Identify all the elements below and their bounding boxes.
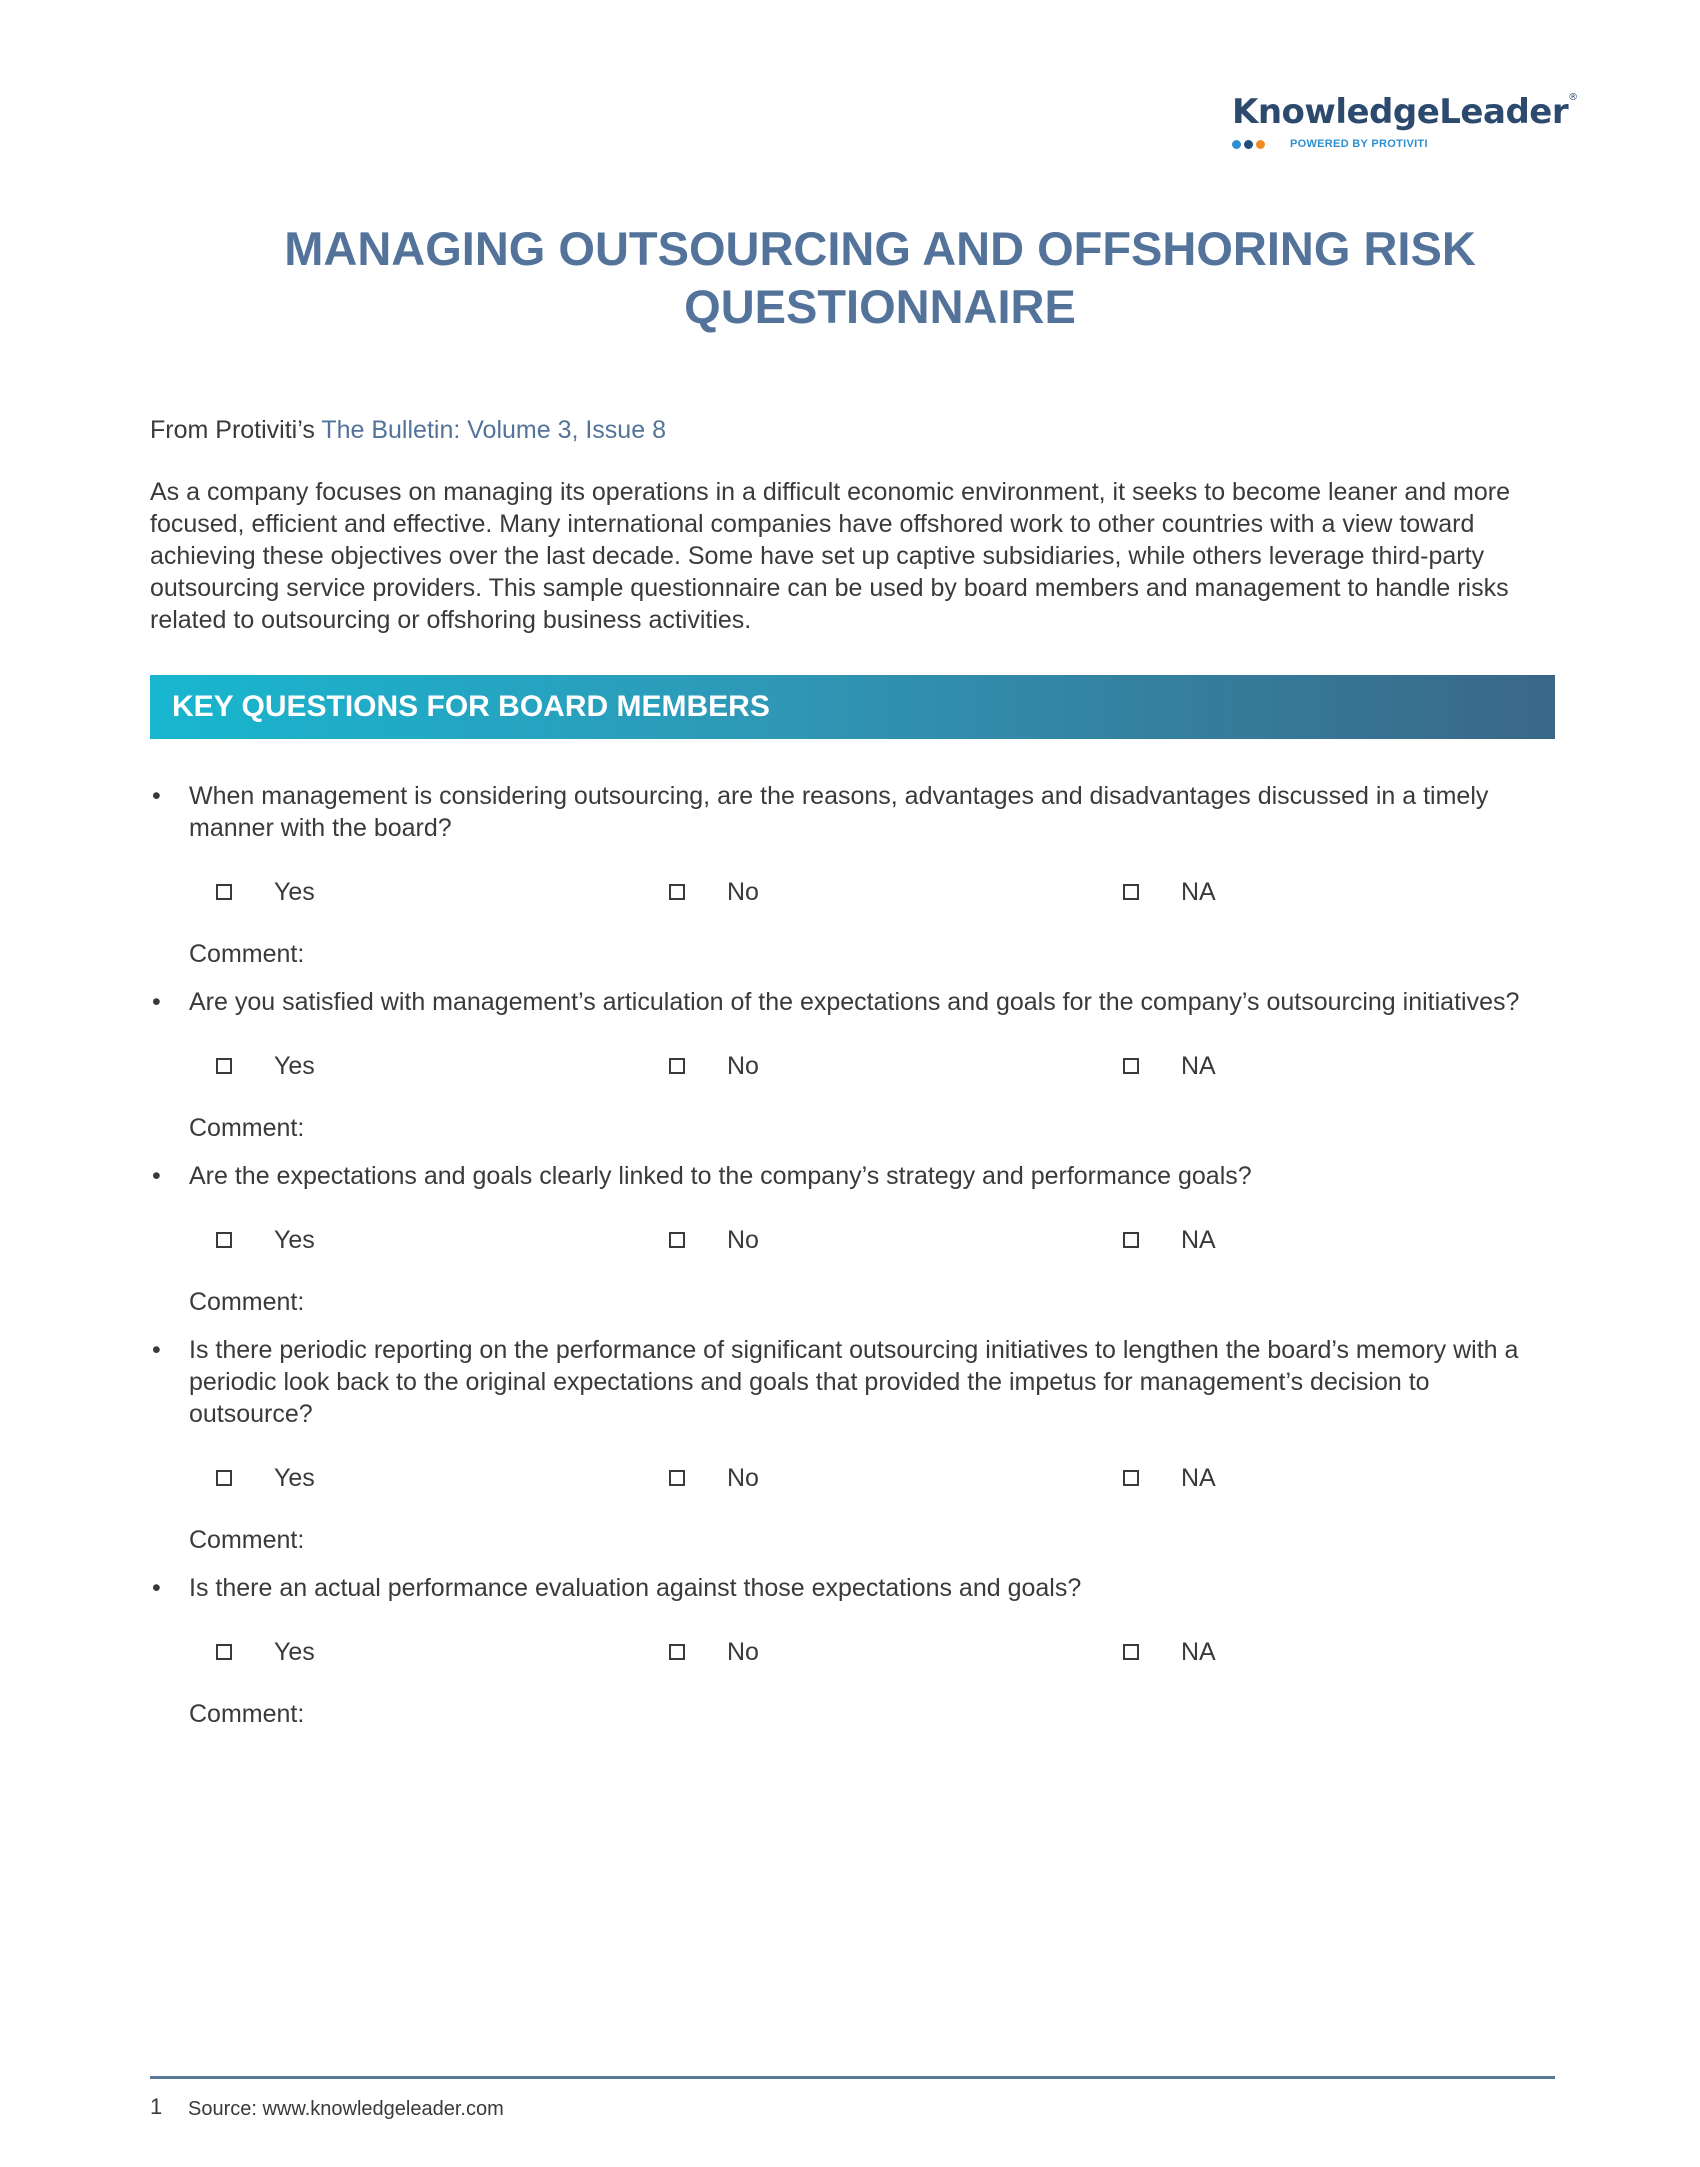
footer-source: Source: www.knowledgeleader.com <box>188 2098 504 2120</box>
option-label: No <box>727 1225 759 1254</box>
answer-option-no[interactable] <box>669 1636 759 1668</box>
answer-option-yes[interactable] <box>216 1050 315 1082</box>
logo-subline <box>1232 138 1562 150</box>
logo-wordmark: KnowledgeLeader® <box>1232 92 1578 132</box>
answer-option-yes[interactable] <box>216 1224 315 1256</box>
logo-dot-icon <box>1232 140 1241 149</box>
answer-options <box>189 1050 1555 1082</box>
section-heading: KEY QUESTIONS FOR BOARD MEMBERS <box>172 690 770 723</box>
answer-options <box>189 1224 1555 1256</box>
comment-label: Comment: <box>189 1114 305 1142</box>
question-list <box>150 780 1555 1730</box>
option-label: NA <box>1181 877 1216 906</box>
checkbox-icon[interactable] <box>216 1644 232 1660</box>
checkbox-icon[interactable] <box>216 1232 232 1248</box>
checkbox-icon[interactable] <box>669 1470 685 1486</box>
checkbox-icon[interactable] <box>1123 1058 1139 1074</box>
checkbox-icon[interactable] <box>669 1644 685 1660</box>
checkbox-icon[interactable] <box>669 1058 685 1074</box>
question-text: Are the expectations and goals clearly linked to the company’s strategy and performance goals? <box>189 1162 1252 1190</box>
page-number: 1 <box>150 2094 163 2119</box>
bullet-icon: • <box>152 782 161 810</box>
answer-option-yes[interactable] <box>216 1462 315 1494</box>
checkbox-icon[interactable] <box>669 1232 685 1248</box>
answer-option-na[interactable] <box>1123 1636 1216 1668</box>
answer-option-yes[interactable] <box>216 876 315 908</box>
answer-option-na[interactable] <box>1123 1050 1216 1082</box>
question-item <box>150 1160 1555 1318</box>
answer-option-na[interactable] <box>1123 1224 1216 1256</box>
option-label: No <box>727 877 759 906</box>
question-text: Is there periodic reporting on the performance of significant outsourcing initiatives to lengthen the board’s memory with a periodic look back to the original expectations and goals that provided the impetus for management’s decision to outsource? <box>189 1336 1519 1428</box>
answer-options <box>189 876 1555 908</box>
checkbox-icon[interactable] <box>216 1470 232 1486</box>
checkbox-icon[interactable] <box>1123 1232 1139 1248</box>
checkbox-icon[interactable] <box>216 1058 232 1074</box>
bullet-icon: • <box>152 988 161 1016</box>
source-prefix: From Protiviti’s <box>150 416 322 444</box>
bullet-icon: • <box>152 1574 161 1602</box>
intro-paragraph: As a company focuses on managing its operations in a difficult economic environment, it seeks to become leaner and more focused, efficient and effective. Many international companies have offshored work to other countries with a view toward achieving these objectives over the last decade. Some have set up captive subsidiaries, while others leverage third-party outsourcing service providers. This sample questionnaire can be used by board members and management to handle risks related to outsourcing or offshoring business activities. <box>150 478 1510 634</box>
option-label: NA <box>1181 1637 1216 1666</box>
logo-tagline: POWERED BY PROTIVITI <box>1290 138 1428 150</box>
checkbox-icon[interactable] <box>1123 1644 1139 1660</box>
option-label: No <box>727 1463 759 1492</box>
question-text: When management is considering outsourcing, are the reasons, advantages and disadvantages discussed in a timely manner with the board? <box>189 782 1489 842</box>
comment-label: Comment: <box>189 940 305 968</box>
comment-label: Comment: <box>189 1700 305 1728</box>
question-text: Are you satisfied with management’s articulation of the expectations and goals for the company’s outsourcing initiatives? <box>189 988 1520 1016</box>
bulletin-link[interactable]: The Bulletin: Volume 3, Issue 8 <box>321 416 666 444</box>
logo-dot-icon <box>1256 140 1265 149</box>
question-item <box>150 1334 1555 1556</box>
logo-trademark: ® <box>1568 92 1578 103</box>
checkbox-icon[interactable] <box>669 884 685 900</box>
comment-label: Comment: <box>189 1526 305 1554</box>
question-item <box>150 780 1555 970</box>
checkbox-icon[interactable] <box>216 884 232 900</box>
comment-label: Comment: <box>189 1288 305 1316</box>
answer-option-yes[interactable] <box>216 1636 315 1668</box>
source-line <box>150 416 666 445</box>
option-label: No <box>727 1051 759 1080</box>
checkbox-icon[interactable] <box>1123 884 1139 900</box>
answer-options <box>189 1636 1555 1668</box>
question-item <box>150 1572 1555 1730</box>
option-label: Yes <box>274 1463 315 1492</box>
option-label: NA <box>1181 1051 1216 1080</box>
option-label: NA <box>1181 1463 1216 1492</box>
bullet-icon: • <box>152 1162 161 1190</box>
checkbox-icon[interactable] <box>1123 1470 1139 1486</box>
answer-option-na[interactable] <box>1123 876 1216 908</box>
section-banner <box>150 675 1555 739</box>
answer-options <box>189 1462 1555 1494</box>
option-label: Yes <box>274 1225 315 1254</box>
knowledgeleader-logo <box>1232 92 1578 150</box>
option-label: Yes <box>274 1637 315 1666</box>
question-text: Is there an actual performance evaluation against those expectations and goals? <box>189 1574 1082 1602</box>
logo-dot-icon <box>1244 140 1253 149</box>
option-label: No <box>727 1637 759 1666</box>
option-label: NA <box>1181 1225 1216 1254</box>
answer-option-no[interactable] <box>669 1462 759 1494</box>
answer-option-no[interactable] <box>669 1224 759 1256</box>
question-item <box>150 986 1555 1144</box>
answer-option-no[interactable] <box>669 1050 759 1082</box>
option-label: Yes <box>274 877 315 906</box>
footer-divider <box>150 2076 1555 2079</box>
bullet-icon: • <box>152 1336 161 1364</box>
page-title: MANAGING OUTSOURCING AND OFFSHORING RISK QUESTIONNAIRE <box>284 222 1476 333</box>
option-label: Yes <box>274 1051 315 1080</box>
answer-option-no[interactable] <box>669 876 759 908</box>
answer-option-na[interactable] <box>1123 1462 1216 1494</box>
